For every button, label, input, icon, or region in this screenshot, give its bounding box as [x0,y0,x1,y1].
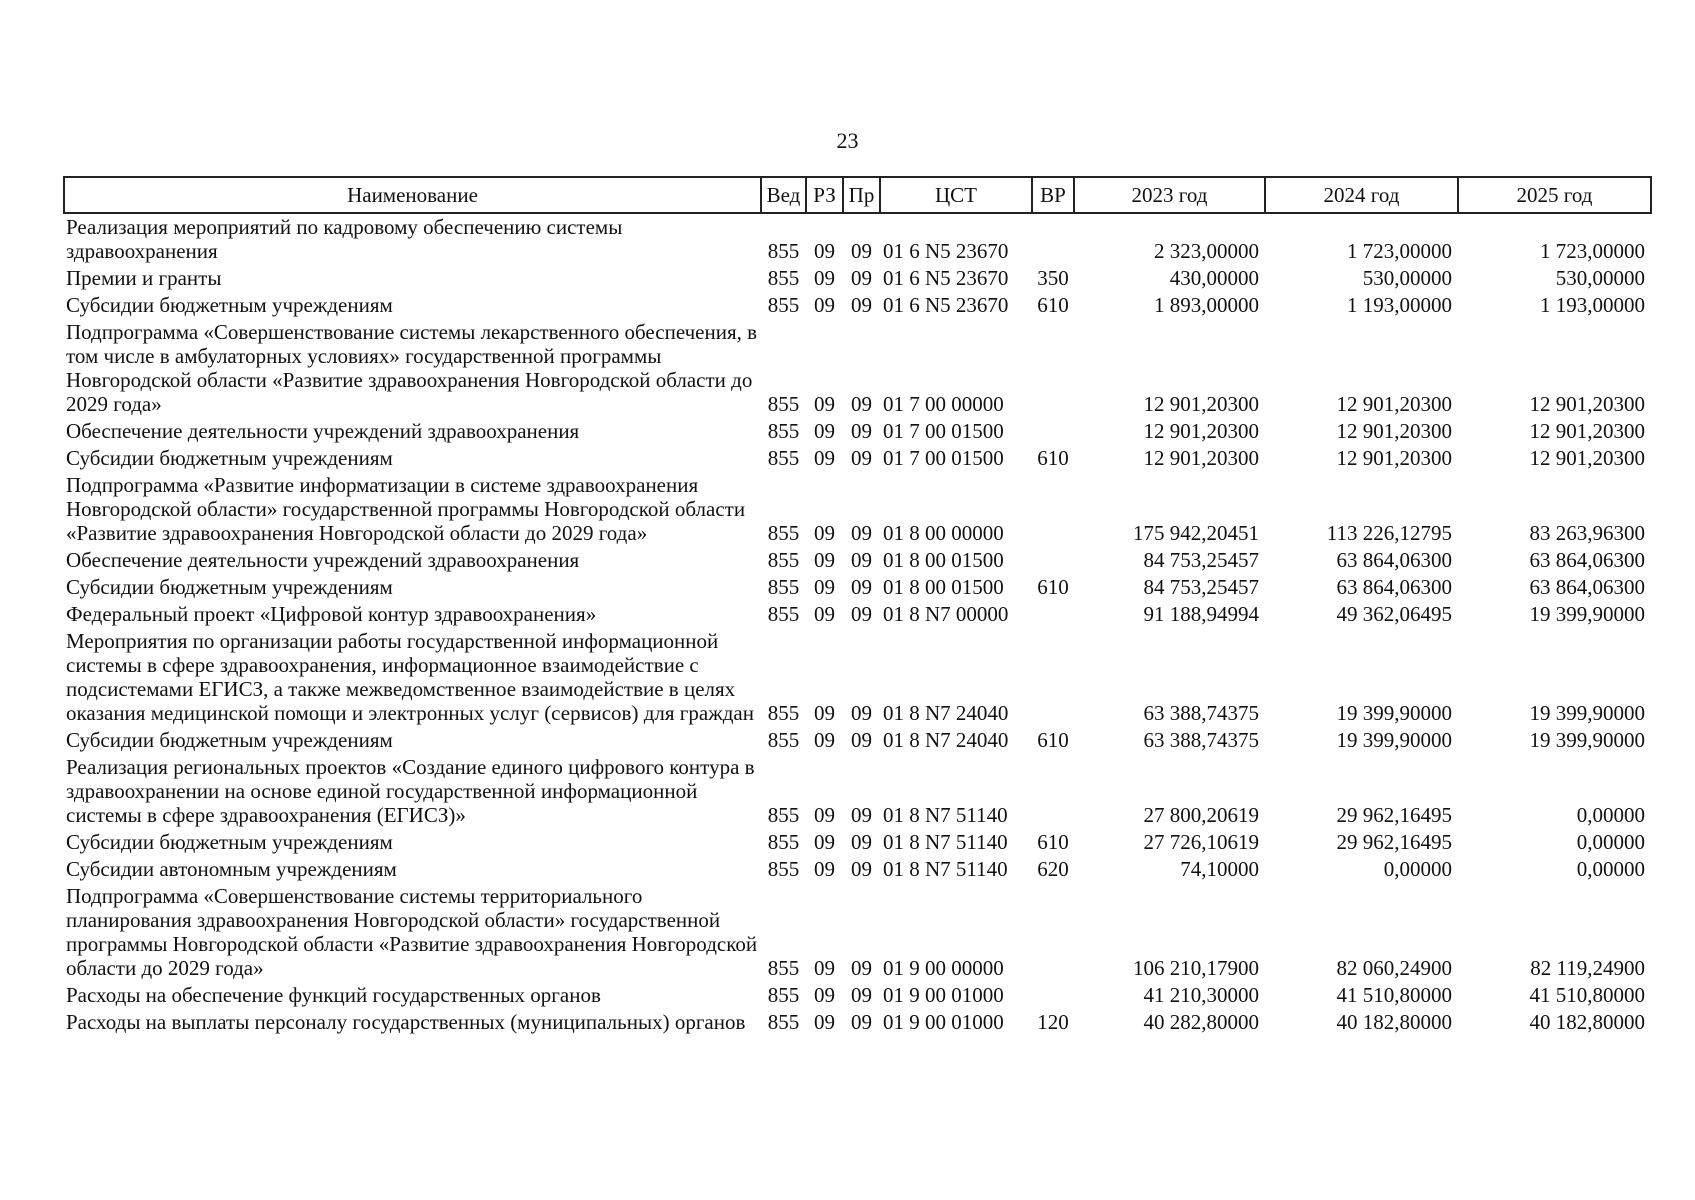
cell-2023: 63 388,74375 [1143,728,1259,752]
cell-pr: 09 [851,575,872,599]
cell-2024: 63 864,06300 [1336,548,1452,572]
cell-ved: 855 [767,803,800,827]
cell-ved: 855 [767,701,800,725]
cell-name: Реализация мероприятий по кадровому обеспечению системы здравоохранения [66,215,623,263]
page-number: 23 [836,128,859,153]
cell-2023: 12 901,20300 [1143,446,1259,470]
cell-2025: 12 901,20300 [1529,446,1645,470]
cell-name: Мероприятия по организации работы государственной информационной системы в сфере здравоохранения, информационное взаимодействие с подсистемами ЕГИСЗ, а также межведомственное взаимодействие в целях оказания медицинской помощи и электронных услуг (сервисов) для граждан [66,629,754,725]
cell-vr: 610 [1037,575,1069,599]
header-rz: РЗ [806,177,843,213]
header-2024: 2024 год [1265,177,1458,213]
cell-cst: 01 9 00 01000 [883,983,1004,1007]
cell-name: Обеспечение деятельности учреждений здравоохранения [66,548,580,572]
cell-ved: 855 [767,575,800,599]
cell-name: Подпрограмма «Развитие информатизации в системе здравоохранения Новгородской области» государственной программы Новгородской области «Развитие здравоохранения Новгородской области до 2029 года» [66,473,746,545]
cell-2024: 530,00000 [1362,266,1452,290]
table-header-row [64,177,1651,213]
cell-2023: 84 753,25457 [1143,575,1259,599]
cell-2023: 84 753,25457 [1143,548,1259,572]
cell-2024: 12 901,20300 [1336,446,1452,470]
cell-2025: 0,00000 [1576,803,1645,827]
cell-name: Субсидии автономным учреждениям [66,857,397,881]
cell-cst: 01 8 N7 51140 [883,857,1008,881]
header-2025: 2025 год [1458,177,1651,213]
cell-name: Обеспечение деятельности учреждений здравоохранения [66,419,580,443]
table-row [64,601,1651,628]
cell-2024: 1 193,00000 [1347,293,1452,317]
cell-2023: 27 726,10619 [1143,830,1259,854]
table-row [64,727,1651,754]
table-row [64,1009,1651,1036]
cell-rz: 09 [814,830,835,854]
cell-pr: 09 [851,830,872,854]
cell-rz: 09 [814,419,835,443]
cell-ved: 855 [767,1010,800,1034]
cell-2023: 40 282,80000 [1143,1010,1259,1034]
cell-rz: 09 [814,293,835,317]
cell-vr: 120 [1037,1010,1069,1034]
cell-rz: 09 [814,575,835,599]
cell-2023: 175 942,20451 [1133,521,1259,545]
cell-2025: 1 193,00000 [1540,293,1645,317]
cell-2023: 41 210,30000 [1143,983,1259,1007]
cell-cst: 01 8 N7 24040 [883,728,1009,752]
cell-pr: 09 [851,293,872,317]
cell-name: Расходы на выплаты персоналу государственных (муниципальных) органов [66,1010,746,1034]
cell-ved: 855 [767,419,800,443]
cell-rz: 09 [814,956,835,980]
cell-rz: 09 [814,983,835,1007]
header-2023: 2023 год [1074,177,1265,213]
cell-2024: 12 901,20300 [1336,392,1452,416]
header-cst: ЦСТ [880,177,1032,213]
cell-name: Федеральный проект «Цифровой контур здравоохранения» [66,602,597,626]
cell-2023: 1 893,00000 [1154,293,1259,317]
cell-cst: 01 8 00 01500 [883,575,1004,599]
cell-pr: 09 [851,419,872,443]
cell-pr: 09 [851,266,872,290]
cell-vr [1032,319,1074,418]
table-row [64,547,1651,574]
cell-rz: 09 [814,728,835,752]
cell-2024: 49 362,06495 [1336,602,1452,626]
cell-vr [1032,628,1074,727]
cell-2024: 29 962,16495 [1336,803,1452,827]
cell-pr: 09 [851,956,872,980]
cell-2024: 19 399,90000 [1336,701,1452,725]
cell-2023: 430,00000 [1169,266,1259,290]
cell-pr: 09 [851,239,872,263]
table-row [64,982,1651,1009]
cell-ved: 855 [767,239,800,263]
cell-cst: 01 6 N5 23670 [883,239,1009,263]
table-row [64,628,1651,727]
cell-2025: 0,00000 [1576,857,1645,881]
cell-pr: 09 [851,701,872,725]
header-ved: Вед [761,177,806,213]
cell-vr: 350 [1037,266,1069,290]
cell-vr [1032,472,1074,547]
cell-2024: 41 510,80000 [1336,983,1452,1007]
header-vr: ВР [1032,177,1074,213]
cell-2024: 82 060,24900 [1336,956,1452,980]
table-row [64,574,1651,601]
cell-name: Субсидии бюджетным учреждениям [66,830,393,854]
cell-name: Субсидии бюджетным учреждениям [66,728,393,752]
cell-pr: 09 [851,1010,872,1034]
cell-ved: 855 [767,266,800,290]
cell-2025: 19 399,90000 [1529,701,1645,725]
cell-2025: 63 864,06300 [1529,575,1645,599]
table-row [64,292,1651,319]
table-row [64,472,1651,547]
cell-2024: 40 182,80000 [1336,1010,1452,1034]
cell-vr: 620 [1037,857,1069,881]
cell-pr: 09 [851,728,872,752]
cell-rz: 09 [814,1010,835,1034]
cell-2023: 74,10000 [1180,857,1259,881]
cell-rz: 09 [814,857,835,881]
cell-rz: 09 [814,239,835,263]
cell-2025: 83 263,96300 [1529,521,1645,545]
cell-pr: 09 [851,521,872,545]
cell-vr [1032,982,1074,1009]
cell-vr: 610 [1037,830,1069,854]
table-row [64,883,1651,982]
cell-2025: 0,00000 [1576,830,1645,854]
cell-2025: 12 901,20300 [1529,419,1645,443]
cell-cst: 01 9 00 00000 [883,956,1004,980]
cell-rz: 09 [814,803,835,827]
cell-2023: 63 388,74375 [1143,701,1259,725]
cell-name: Премии и гранты [66,266,222,290]
cell-2024: 29 962,16495 [1336,830,1452,854]
cell-2024: 1 723,00000 [1347,239,1452,263]
cell-vr [1032,418,1074,445]
cell-2024: 0,00000 [1383,857,1452,881]
cell-cst: 01 8 N7 24040 [883,701,1009,725]
cell-pr: 09 [851,602,872,626]
cell-ved: 855 [767,293,800,317]
cell-name: Реализация региональных проектов «Создание единого цифрового контура в здравоохранении на основе единой государственной информационной системы в сфере здравоохранения (ЕГИСЗ)» [66,755,755,827]
cell-cst: 01 6 N5 23670 [883,266,1009,290]
cell-2025: 1 723,00000 [1540,239,1645,263]
cell-2023: 12 901,20300 [1143,392,1259,416]
table-row [64,418,1651,445]
cell-vr: 610 [1037,446,1069,470]
cell-ved: 855 [767,548,800,572]
cell-vr [1032,547,1074,574]
cell-2025: 530,00000 [1555,266,1645,290]
cell-cst: 01 8 00 00000 [883,521,1004,545]
cell-pr: 09 [851,803,872,827]
header-name: Наименование [64,177,761,213]
cell-ved: 855 [767,392,800,416]
cell-ved: 855 [767,983,800,1007]
header-pr: Пр [843,177,880,213]
cell-name: Подпрограмма «Совершенствование системы лекарственного обеспечения, в том числе в амбулаторных условиях» государственной программы Новгородской области «Развитие здравоохранения Новгородской области до 2029 года» [66,320,758,416]
cell-vr [1032,213,1074,265]
cell-vr: 610 [1037,293,1069,317]
cell-vr [1032,883,1074,982]
cell-cst: 01 8 N7 00000 [883,602,1009,626]
table-row [64,754,1651,829]
cell-ved: 855 [767,446,800,470]
cell-name: Субсидии бюджетным учреждениям [66,575,393,599]
table-body [64,213,1651,1036]
cell-pr: 09 [851,857,872,881]
cell-2023: 27 800,20619 [1143,803,1259,827]
budget-table [63,176,1652,1036]
cell-cst: 01 8 N7 51140 [883,803,1008,827]
cell-rz: 09 [814,392,835,416]
table-row [64,265,1651,292]
cell-ved: 855 [767,728,800,752]
cell-2025: 12 901,20300 [1529,392,1645,416]
cell-2023: 2 323,00000 [1154,239,1259,263]
cell-name: Субсидии бюджетным учреждениям [66,293,393,317]
cell-cst: 01 7 00 01500 [883,419,1004,443]
cell-cst: 01 6 N5 23670 [883,293,1009,317]
cell-rz: 09 [814,701,835,725]
cell-2024: 63 864,06300 [1336,575,1452,599]
cell-2025: 40 182,80000 [1529,1010,1645,1034]
cell-name: Субсидии бюджетным учреждениям [66,446,393,470]
cell-2024: 12 901,20300 [1336,419,1452,443]
cell-cst: 01 8 N7 51140 [883,830,1008,854]
table-row [64,856,1651,883]
cell-2023: 91 188,94994 [1143,602,1259,626]
cell-pr: 09 [851,446,872,470]
cell-pr: 09 [851,983,872,1007]
table-row [64,213,1651,265]
cell-pr: 09 [851,392,872,416]
cell-pr: 09 [851,548,872,572]
cell-ved: 855 [767,602,800,626]
cell-2025: 19 399,90000 [1529,602,1645,626]
cell-cst: 01 9 00 01000 [883,1010,1004,1034]
cell-rz: 09 [814,266,835,290]
cell-rz: 09 [814,602,835,626]
cell-ved: 855 [767,521,800,545]
cell-ved: 855 [767,956,800,980]
cell-2025: 63 864,06300 [1529,548,1645,572]
cell-name: Подпрограмма «Совершенствование системы территориального планирования здравоохранения Новгородской области» государственной программы Новгородской области «Развитие здравоохранения Новгородской области до 2029 года» [66,884,758,980]
table-row [64,445,1651,472]
cell-2024: 19 399,90000 [1336,728,1452,752]
table-row [64,829,1651,856]
cell-2023: 12 901,20300 [1143,419,1259,443]
cell-name: Расходы на обеспечение функций государственных органов [66,983,601,1007]
cell-2023: 106 210,17900 [1133,956,1259,980]
cell-2025: 19 399,90000 [1529,728,1645,752]
cell-vr [1032,754,1074,829]
cell-vr [1032,601,1074,628]
cell-ved: 855 [767,857,800,881]
cell-2025: 41 510,80000 [1529,983,1645,1007]
cell-cst: 01 7 00 01500 [883,446,1004,470]
cell-rz: 09 [814,548,835,572]
cell-rz: 09 [814,521,835,545]
cell-cst: 01 8 00 01500 [883,548,1004,572]
cell-2024: 113 226,12795 [1326,521,1452,545]
cell-ved: 855 [767,830,800,854]
cell-vr: 610 [1037,728,1069,752]
cell-rz: 09 [814,446,835,470]
cell-2025: 82 119,24900 [1530,956,1645,980]
cell-cst: 01 7 00 00000 [883,392,1004,416]
table-row [64,319,1651,418]
